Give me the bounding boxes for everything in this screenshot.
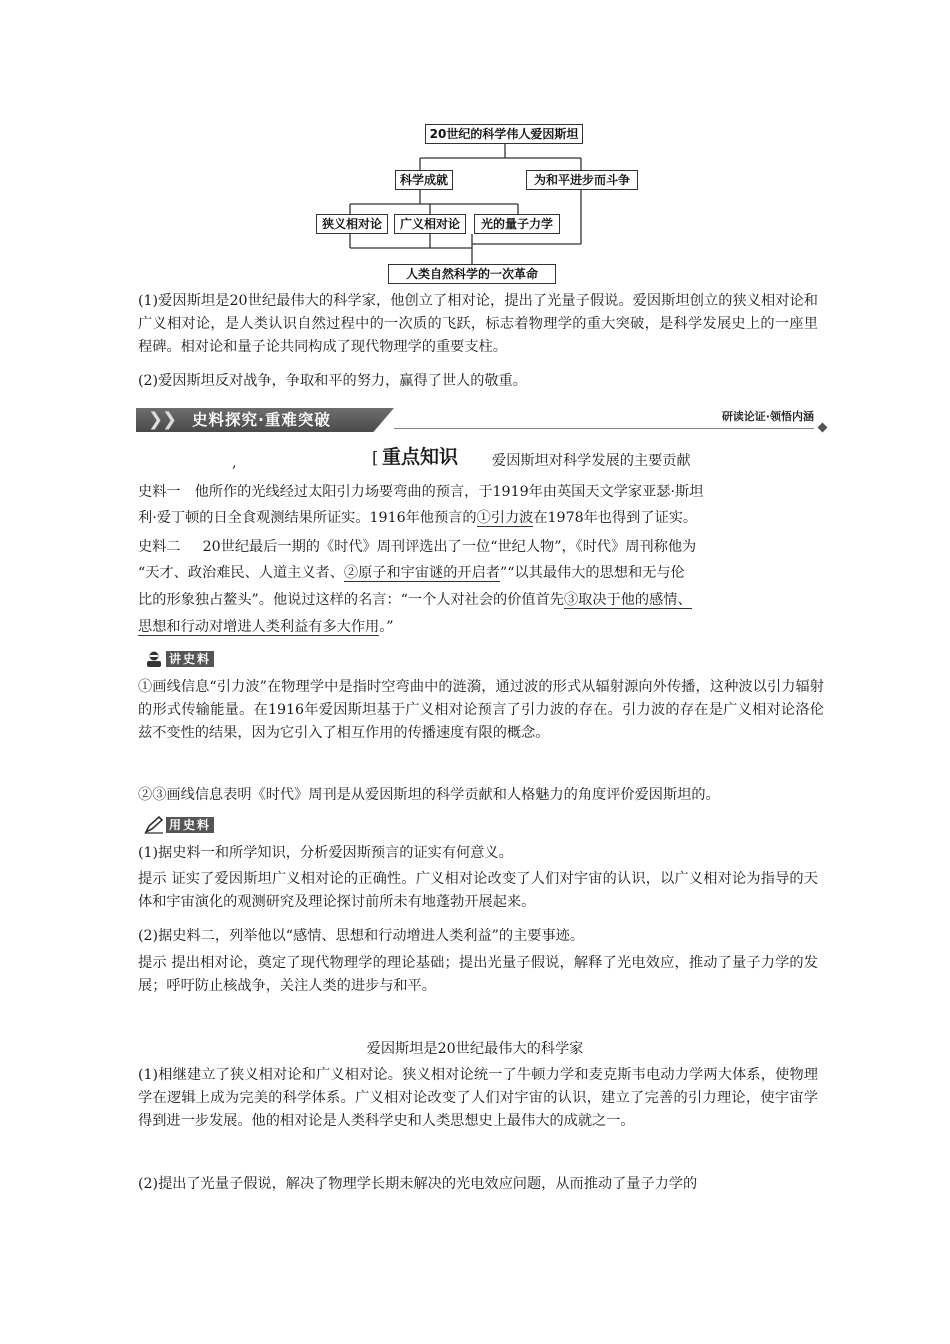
material-1-text: 利·爱丁顿的日全食观测结果所证实。1916年他预言的 bbox=[138, 510, 477, 526]
stray-mark: , bbox=[232, 455, 237, 471]
underlined-gravitational-wave: ①引力波 bbox=[476, 510, 534, 526]
material-2-line-4 bbox=[138, 616, 394, 639]
diagram-peace-node: 为和平进步而斗争 bbox=[526, 170, 638, 190]
banner-subtitle: 研读论证·领悟内涵 bbox=[721, 410, 814, 423]
diagram-special-relativity: 狭义相对论 bbox=[316, 214, 388, 234]
material-2-text: ”“以其最伟大的思想和无与伦 bbox=[499, 565, 685, 581]
material-2-label: 史料二 bbox=[138, 539, 181, 555]
concept-diagram bbox=[300, 118, 650, 288]
diamond-icon bbox=[818, 423, 828, 433]
teacher-icon bbox=[144, 650, 164, 668]
material-2-text: “天才、政治难民、人道主义者、 bbox=[138, 565, 344, 581]
section-banner bbox=[136, 406, 826, 434]
answer-1: 提示 证实了爱因斯坦广义相对论的正确性。广义相对论改变了人们对宇宙的认识，以广义相对论为指导的天体和宇宙演化的观测研究及理论探讨前所未有地蓬勃开展起来。 bbox=[138, 871, 818, 910]
summary-paragraph-2: (2)提出了光量子假说，解决了物理学长期未解决的光电效应问题，从而推动了量子力学的 bbox=[138, 1176, 698, 1192]
explain-tag-label: 讲史料 bbox=[166, 651, 214, 667]
question-1: (1)据史料一和所学知识，分析爱因斯预言的证实有何意义。 bbox=[138, 845, 513, 861]
diagram-science-node: 科学成就 bbox=[395, 170, 453, 190]
material-2-text: 20世纪最后一期的《时代》周刊评选出了一位“世纪人物”，《时代》周刊称他为 bbox=[202, 539, 697, 555]
use-tag-label: 用史料 bbox=[166, 817, 214, 833]
pen-icon bbox=[144, 816, 164, 834]
banner-title: 史料探究·重难突破 bbox=[192, 411, 331, 429]
intro-paragraph-1: (1)爱因斯坦是20世纪最伟大的科学家，他创立了相对论，提出了光量子假说。爱因斯坦创立的狭义相对论和广义相对论，是人类认识自然过程中的一次质的飞跃，标志着物理学的重大突破，是科学发展史上的一座里程碑。相对论和量子论共同构成了现代物理学的重要支柱。 bbox=[138, 293, 818, 355]
question-2: (2)据史料二，列举他以“感情、思想和行动增进人类利益”的主要事迹。 bbox=[138, 928, 585, 944]
bracket-mark: [ bbox=[372, 448, 379, 467]
material-1-label: 史料一 bbox=[138, 484, 181, 500]
diagram-root: 20世纪的科学伟人爱因斯坦 bbox=[425, 124, 583, 144]
explain-paragraph-2: ②③画线信息表明《时代》周刊是从爱因斯坦的科学贡献和人格魅力的角度评价爱因斯坦的。 bbox=[138, 787, 720, 803]
key-point-subtitle: 爱因斯坦对科学发展的主要贡献 bbox=[492, 453, 691, 469]
material-2-line-3 bbox=[138, 589, 692, 612]
underlined-quote-end: 思想和行动对增进人类利益有多大作用 bbox=[138, 619, 380, 635]
summary-title: 爱因斯坦是20世纪最伟大的科学家 bbox=[366, 1041, 584, 1057]
diagram-general-relativity: 广义相对论 bbox=[394, 214, 466, 234]
material-2-line-1 bbox=[138, 536, 696, 559]
diagram-quantum: 光的量子力学 bbox=[474, 214, 560, 234]
material-2-text: 比的形象独占鳌头”。他说过这样的名言：“一个人对社会的价值首先 bbox=[138, 592, 564, 608]
chevron-icon: ❯ bbox=[148, 409, 164, 430]
underlined-opener: ②原子和宇宙谜的开启者 bbox=[343, 565, 500, 581]
answer-2: 提示 提出相对论，奠定了现代物理学的理论基础；提出光量子假说，解释了光电效应，推动了量子力学的发展；呼吁防止核战争，关注人类的进步与和平。 bbox=[138, 955, 818, 994]
banner-divider bbox=[394, 428, 814, 429]
material-1-line-2 bbox=[138, 507, 697, 530]
explain-paragraph-1: ①画线信息“引力波”在物理学中是指时空弯曲中的涟漪，通过波的形式从辐射源向外传播，这种波以引力辐射的形式传输能量。在1916年爱因斯坦基于广义相对论预言了引力波的存在。引力波的存在是广义相对论洛伦兹不变性的结果，因为它引入了相互作用的传播速度有限的概念。 bbox=[138, 679, 824, 741]
key-point-title: 重点知识 bbox=[382, 446, 459, 468]
diagram-revolution: 人类自然科学的一次革命 bbox=[388, 264, 556, 284]
summary-paragraph-1: (1)相继建立了狭义相对论和广义相对论。狭义相对论统一了牛顿力学和麦克斯韦电动力学两大体系，使物理学在逻辑上成为完美的科学体系。广义相对论改变了人们对宇宙的认识，建立了完善的引力理论，使宇宙学得到进一步发展。他的相对论是人类科学史和人类思想史上最伟大的成就之一。 bbox=[138, 1067, 818, 1129]
material-2-line-2 bbox=[138, 562, 685, 585]
intro-paragraph-2: (2)爱因斯坦反对战争，争取和平的努力，赢得了世人的敬重。 bbox=[138, 373, 527, 389]
material-2-text: 。” bbox=[379, 619, 394, 635]
underlined-quote-start: ③取决于他的感情、 bbox=[563, 592, 692, 608]
material-1-text: 在1978年也得到了证实。 bbox=[533, 510, 698, 526]
chevron-icon: ❯ bbox=[162, 409, 178, 430]
material-1-text: 他所作的光线经过太阳引力场要弯曲的预言，于1919年由英国天文学家亚瑟·斯坦 bbox=[194, 484, 704, 500]
material-1-line-1 bbox=[138, 481, 703, 504]
